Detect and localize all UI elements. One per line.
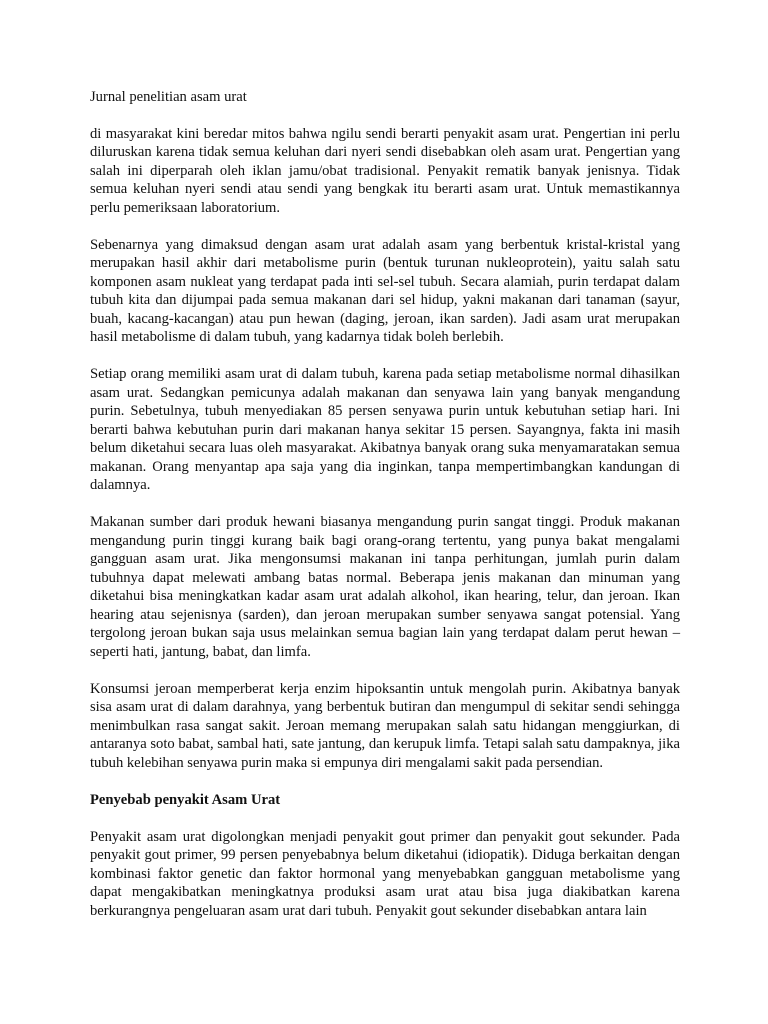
document-page bbox=[90, 88, 680, 939]
document-title: Jurnal penelitian asam urat bbox=[90, 89, 247, 105]
paragraph-metabolisme: Setiap orang memiliki asam urat di dalam tubuh, karena pada setiap metabolisme normal dihasilkan asam urat. Sedangkan pemicunya adalah makanan dan senyawa lain yang banyak mengandung purin. Sebetulnya, tubuh menyediakan 85 persen senyawa purin untuk kebutuhan setiap hari. Ini berarti bahwa kebutuhan purin dari makanan hanya sekitar 15 persen. Sayangnya, fakta ini masih belum diketahui secara luas oleh masyarakat. Akibatnya banyak orang suka menyamaratakan semua makanan. Orang menyantap apa saja yang dia inginkan, tanpa mempertimbangkan kandungan di dalamnya. bbox=[90, 366, 680, 493]
paragraph-mitos: di masyarakat kini beredar mitos bahwa ngilu sendi berarti penyakit asam urat. Pengertian ini perlu diluruskan karena tidak semua keluhan dari nyeri sendi disebabkan oleh asam urat. Pengertian yang salah ini diperparah oleh iklan jamu/obat tradisional. Penyakit rematik banyak jenisnya. Tidak semua keluhan nyeri sendi atau sendi yang bengkak itu berarti asam urat. Untuk memastikannya perlu pemeriksaan laboratorium. bbox=[90, 125, 680, 216]
paragraph-definisi: Sebenarnya yang dimaksud dengan asam urat adalah asam yang berbentuk kristal-kristal yang merupakan hasil akhir dari metabolisme purin (bentuk turunan nukleoprotein), yaitu salah satu komponen asam nukleat yang terdapat pada inti sel-sel tubuh. Secara alamiah, purin terdapat dalam tubuh kita dan dijumpai pada semua makanan dari sel hidup, yakni makanan dari tanaman (sayur, buah, kacang-kacangan) atau pun hewan (daging, jeroan, ikan sarden). Jadi asam urat merupakan hasil metabolisme di dalam tubuh, yang kadarnya tidak boleh berlebih. bbox=[90, 236, 680, 345]
paragraph-konsumsi-jeroan: Konsumsi jeroan memperberat kerja enzim hipoksantin untuk mengolah purin. Akibatnya banyak sisa asam urat di dalam darahnya, yang berbentuk butiran dan mengumpul di sekitar sendi sehingga menimbulkan rasa sangat sakit. Jeroan memang merupakan salah satu hidangan menggiurkan, di antaranya soto babat, sambal hati, sate jantung, dan kerupuk limfa. Tetapi salah satu dampaknya, jika tubuh kelebihan senyawa purin maka si empunya diri mengalami sakit pada persendian. bbox=[90, 680, 680, 771]
section-heading: Penyebab penyakit Asam Urat bbox=[90, 791, 281, 808]
paragraph-makanan-hewani: Makanan sumber dari produk hewani biasanya mengandung purin sangat tinggi. Produk makanan mengandung purin tinggi kurang baik bagi orang-orang tertentu, yang punya bakat mengalami gangguan asam urat. Jika mengonsumsi makanan ini tanpa perhitungan, jumlah purin dalam tubuhnya dapat melewati ambang batas normal. Beberapa jenis makanan dan minuman yang diketahui bisa meningkatkan kadar asam urat adalah alkohol, ikan hearing, telur, dan jeroan. Ikan hearing atau sejenisnya (sarden), dan jeroan merupakan sumber senyawa sangat potensial. Yang tergolong jeroan bukan saja usus melainkan semua bagian lain yang terdapat dalam perut hewan –seperti hati, jantung, babat, dan limfa. bbox=[90, 514, 680, 660]
paragraph-penyebab: Penyakit asam urat digolongkan menjadi penyakit gout primer dan penyakit gout sekunder. Pada penyakit gout primer, 99 persen penyebabnya belum diketahui (idiopatik). Diduga berkaitan dengan kombinasi faktor genetic dan faktor hormonal yang menyebabkan gangguan metabolisme yang dapat mengakibatkan meningkatnya produksi asam urat atau bisa juga diakibatkan karena berkurangnya pengeluaran asam urat dari tubuh. Penyakit gout sekunder disebabkan antara lain bbox=[90, 828, 680, 919]
